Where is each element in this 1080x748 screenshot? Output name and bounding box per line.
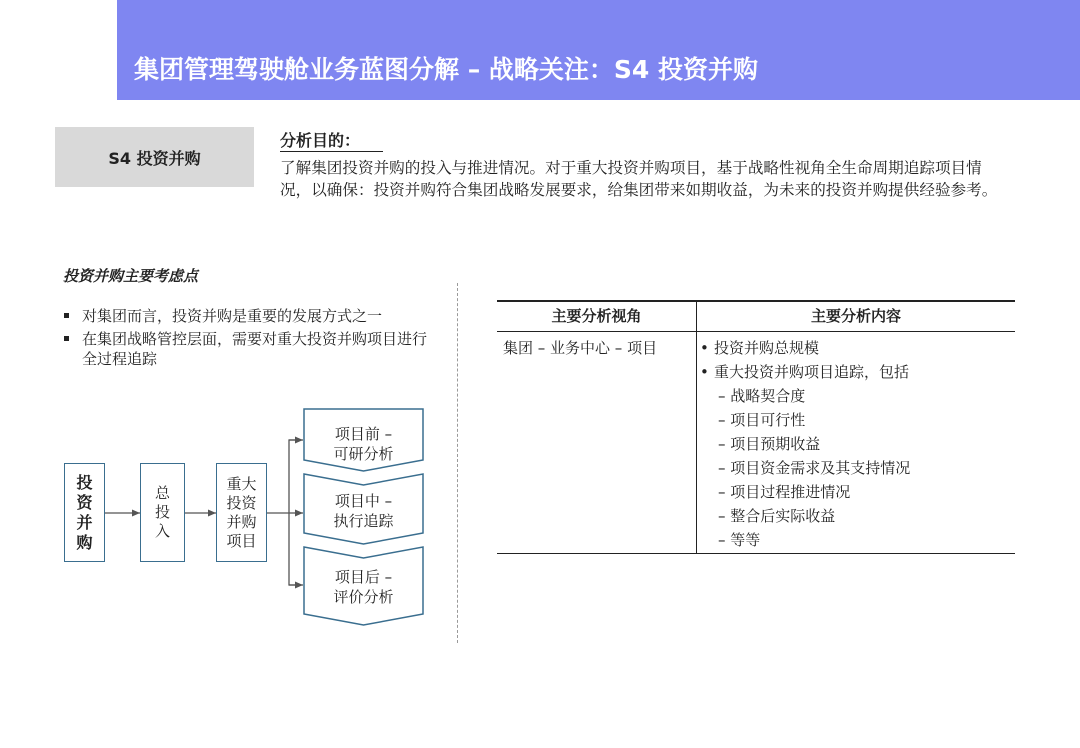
stage-label-line2: 评价分析: [333, 588, 394, 606]
sub-list-item: – 项目资金需求及其支持情况: [718, 459, 911, 477]
sub-list-item: – 战略契合度: [718, 387, 806, 405]
stage-label-line1: 项目中 –: [334, 492, 393, 510]
considerations-title: 投资并购主要考虑点: [63, 267, 199, 285]
stage-label-line2: 可研分析: [333, 445, 394, 463]
sub-list-item: – 等等: [718, 531, 761, 549]
flow-box-label: 重大投资并购项目: [226, 474, 257, 550]
flow-box-major-projects: [216, 463, 267, 562]
sub-list-item: – 项目过程推进情况: [718, 483, 851, 501]
sub-list-item: – 整合后实际收益: [718, 507, 836, 525]
table-bottom-rule: [497, 553, 1015, 554]
section-tag: S4 投资并购: [55, 127, 254, 187]
stage-after: [303, 546, 424, 626]
table-cell-content: [700, 336, 1010, 552]
list-item: • 重大投资并购项目追踪，包括: [700, 360, 1010, 384]
flow-box-label: 总投入: [155, 484, 171, 540]
flow-box-total-input: [140, 463, 185, 562]
purpose-underline: [280, 151, 383, 152]
branch-line: [289, 440, 300, 585]
sub-list-item: – 项目预期收益: [718, 435, 821, 453]
list-item: 对集团而言，投资并购是重要的发展方式之一: [62, 306, 432, 326]
flow-box-investment: [64, 463, 105, 562]
stage-label-line2: 执行追踪: [333, 512, 394, 530]
sub-list-item: – 项目可行性: [718, 411, 806, 429]
table-header-perspective: 主要分析视角: [551, 307, 642, 325]
list-item: 在集团战略管控层面，需要对重大投资并购项目进行全过程追踪: [62, 329, 432, 369]
list-item: • 投资并购总规模: [700, 336, 1010, 360]
dashed-divider: [457, 283, 458, 643]
purpose-text: 了解集团投资并购的投入与推进情况。对于重大投资并购项目，基于战略性视角全生命周期追踪项目情况，以确保：投资并购符合集团战略发展要求，给集团带来如期收益，为未来的投资并购提供经验参考。: [280, 159, 998, 199]
page-title: 集团管理驾驶舱业务蓝图分解 – 战略关注：S4 投资并购: [134, 55, 759, 84]
stage-before: [303, 408, 424, 472]
table-cell-perspective: 集团 – 业务中心 – 项目: [503, 339, 658, 357]
table-header-content: 主要分析内容: [810, 307, 901, 325]
stage-label-line1: 项目后 –: [334, 568, 393, 586]
stage-during: [303, 473, 424, 545]
purpose-label: 分析目的：: [280, 131, 361, 150]
table-header-rule: [497, 331, 1015, 332]
flow-box-label: 投资并购: [76, 472, 93, 552]
table-column-rule: [696, 302, 697, 553]
considerations-list: [62, 306, 432, 372]
stage-label-line1: 项目前 –: [334, 425, 393, 443]
